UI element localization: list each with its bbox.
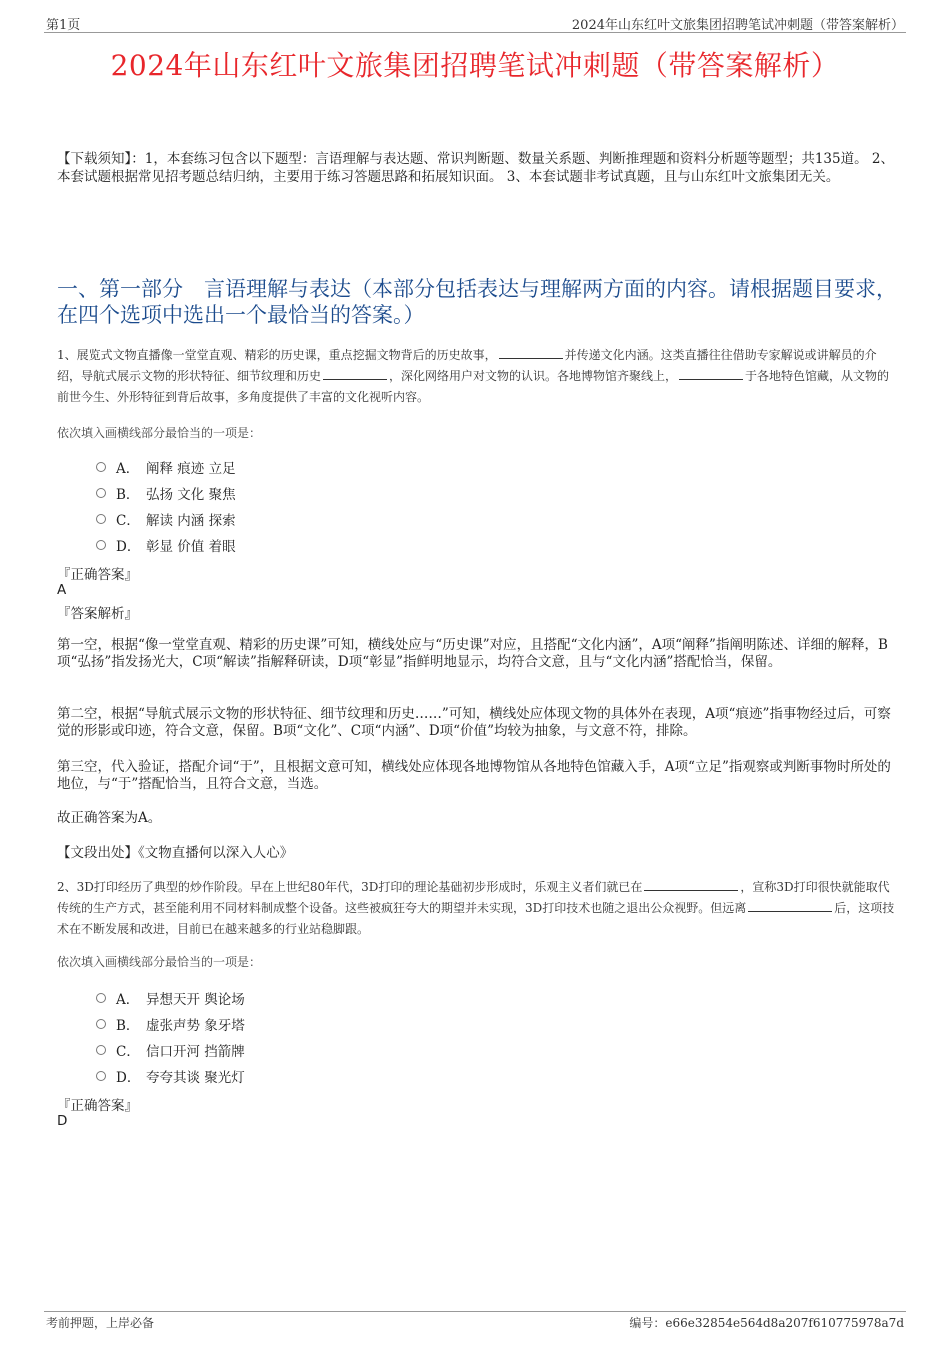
q1-option-a[interactable] <box>96 457 236 477</box>
option-text: 信口开河 挡箭牌 <box>146 1044 245 1060</box>
option-text: 阐释 痕迹 立足 <box>146 461 236 477</box>
q2-answer: D <box>57 1113 68 1129</box>
q1-analysis-para-2: 第二空，根据“导航式展示文物的形状特征、细节纹理和历史……”可知，横线处应体现文物的具体外在表现，A项“痕迹”指事物经过后，可察觉的形影或印迹，符合文意，保留。B项“文化”、C项“内涵”、D项“价值”均较为抽象，与文意不符，排除。 <box>57 706 891 739</box>
q1-analysis-para-1: 第一空，根据“像一堂堂直观、精彩的历史课”可知，横线处应与“历史课”对应，且搭配“文化内涵”，A项“阐释”指阐明陈述、详细的解释，B项“弘扬”指发扬光大，C项“解读”指解释研读，D项“彰显”指鲜明地显示，均符合文意，且与“文化内涵”搭配恰当，保留。 <box>57 637 888 670</box>
option-text: 彰显 价值 着眼 <box>146 539 236 555</box>
q1-option-c[interactable] <box>96 509 236 529</box>
option-letter: A． <box>116 461 140 477</box>
q2-instruction: 依次填入画横线部分最恰当的一项是： <box>57 955 262 969</box>
q2-blank-2 <box>748 900 832 912</box>
q1-answer-label: 『正确答案』 <box>57 567 138 583</box>
option-letter: B． <box>116 1018 140 1034</box>
q2-text-part3: 后，这项技术在不断发展和改进，目前已在越来越多的行业站稳脚跟。 <box>57 901 895 936</box>
q1-blank-1 <box>499 347 563 359</box>
question-1-stem <box>57 345 900 408</box>
q1-instruction: 依次填入画横线部分最恰当的一项是： <box>57 426 262 440</box>
q1-analysis-conclusion: 故正确答案为A。 <box>57 810 162 826</box>
radio-icon[interactable] <box>96 462 106 472</box>
q1-text-part3: ，深化网络用户对文物的认识。各地博物馆齐聚线上， <box>389 369 678 383</box>
option-letter: A． <box>116 992 140 1008</box>
option-letter: C． <box>116 1044 140 1060</box>
radio-icon[interactable] <box>96 540 106 550</box>
q2-text-part1: 2、3D打印经历了典型的炒作阶段。早在上世纪80年代，3D打印的理论基础初步形成时，乐观主义者们就已在 <box>57 880 643 894</box>
footer-doc-id: 编号：e66e32854e564d8a207f610775978a7d <box>629 1316 904 1330</box>
page-number: 第1页 <box>46 18 81 33</box>
q1-text-part4: 于各地特色馆藏，从文物的前世今生、外形特征到背后故事，多角度提供了丰富的文化视听内容。 <box>57 369 890 404</box>
q1-analysis-label: 『答案解析』 <box>57 606 138 622</box>
q2-option-d[interactable] <box>96 1066 245 1086</box>
document-title: 2024年山东红叶文旅集团招聘笔试冲刺题（带答案解析） <box>110 49 840 82</box>
option-letter: C． <box>116 513 140 529</box>
q1-answer: A <box>57 582 67 598</box>
radio-icon[interactable] <box>96 1045 106 1055</box>
section-heading: 一、第一部分 言语理解与表达（本部分包括表达与理解两方面的内容。请根据题目要求，在四个选项中选出一个最恰当的答案。） <box>57 277 897 327</box>
radio-icon[interactable] <box>96 1071 106 1081</box>
q1-blank-2 <box>323 368 387 380</box>
option-text: 解读 内涵 探索 <box>146 513 236 529</box>
footer-slogan: 考前押题，上岸必备 <box>46 1316 155 1330</box>
header-doc-title: 2024年山东红叶文旅集团招聘笔试冲刺题（带答案解析） <box>571 18 904 33</box>
q2-blank-1 <box>644 879 738 891</box>
radio-icon[interactable] <box>96 993 106 1003</box>
radio-icon[interactable] <box>96 514 106 524</box>
radio-icon[interactable] <box>96 1019 106 1029</box>
q1-blank-3 <box>679 368 743 380</box>
header-divider <box>44 32 906 33</box>
q2-option-c[interactable] <box>96 1040 245 1060</box>
q1-text-part1: 1、展览式文物直播像一堂堂直观、精彩的历史课，重点挖掘文物背后的历史故事， <box>57 348 497 362</box>
q2-option-a[interactable] <box>96 988 245 1008</box>
option-letter: D． <box>116 1070 141 1086</box>
q1-text-part2: 并传递文化内涵。这类直播往往借助专家解说或讲解员的介绍，导航式展示文物的形状特征、细节纹理和历史 <box>57 348 877 383</box>
option-letter: D． <box>116 539 141 555</box>
option-text: 弘扬 文化 聚焦 <box>146 487 236 503</box>
q1-source: 【文段出处】《文物直播何以深入人心》 <box>57 845 294 861</box>
footer-divider <box>44 1311 906 1312</box>
q2-text-part2: ，宣称3D打印很快就能取代传统的生产方式，甚至能利用不同材料制成整个设备。这些被疯狂夸大的期望并未实现，3D打印技术也随之退出公众视野。但远离 <box>57 880 890 915</box>
option-text: 虚张声势 象牙塔 <box>146 1018 245 1034</box>
download-notice: 【下载须知】：1，本套练习包含以下题型：言语理解与表达题、常识判断题、数量关系题、判断推理题和资料分析题等题型；共135道。 2、本套试题根据常见招考题总结归纳，主要用于练习答题思路和拓展知识面。 3、本套试题非考试真题，且与山东红叶文旅集团无关。 <box>57 151 894 185</box>
question-2-stem <box>57 877 900 940</box>
radio-icon[interactable] <box>96 488 106 498</box>
q1-option-b[interactable] <box>96 483 236 503</box>
option-text: 异想天开 舆论场 <box>146 992 245 1008</box>
q1-option-d[interactable] <box>96 535 236 555</box>
q2-answer-label: 『正确答案』 <box>57 1098 138 1114</box>
option-letter: B． <box>116 487 140 503</box>
option-text: 夸夸其谈 聚光灯 <box>146 1070 245 1086</box>
q2-option-b[interactable] <box>96 1014 245 1034</box>
q1-analysis-para-3: 第三空，代入验证，搭配介词“于”，且根据文意可知，横线处应体现各地博物馆从各地特色馆藏入手，A项“立足”指观察或判断事物时所处的地位，与“于”搭配恰当，且符合文意，当选。 <box>57 759 891 792</box>
